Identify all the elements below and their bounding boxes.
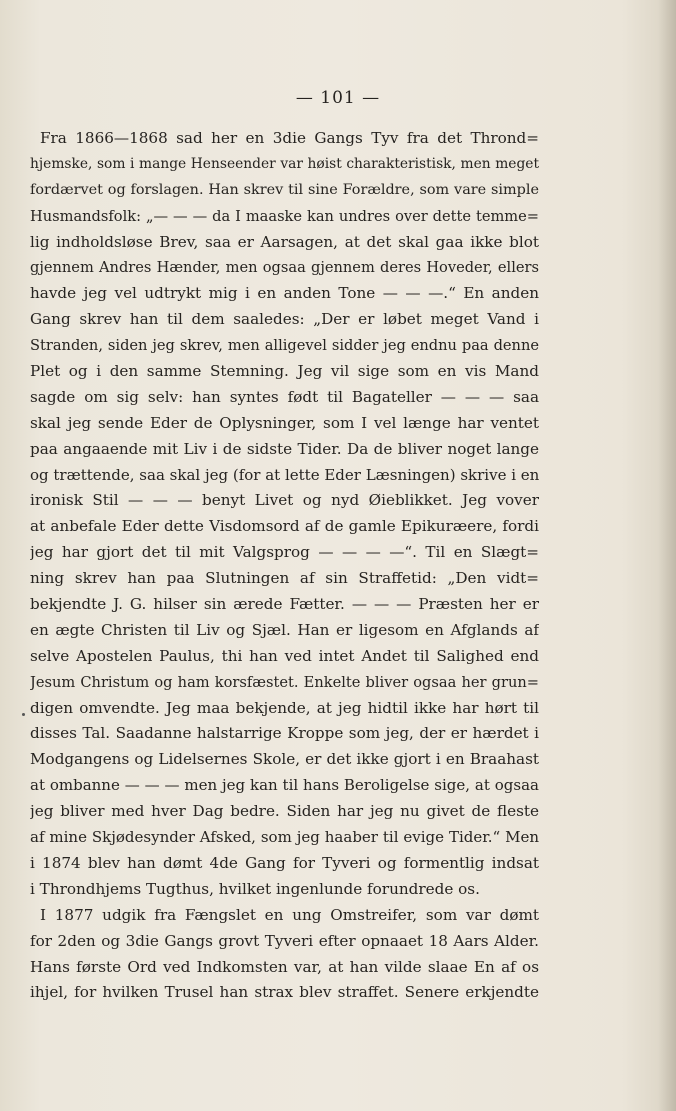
text-line: ning skrev han paa Slutningen af sin Straffetid: „Den vidt=	[30, 569, 539, 588]
text-line: I 1877 udgik fra Fængslet en ung Omstreifer, som var dømt	[40, 905, 539, 924]
text-line: i 1874 blev han dømt 4de Gang for Tyveri og formentlig indsat	[30, 853, 539, 872]
text-line: i Throndhjems Tugthus, hvilket ingenlunde forundrede os.	[30, 879, 480, 898]
text-line: fordærvet og forslagen. Han skrev til sine Forældre, som vare simple	[30, 181, 539, 198]
text-line: en ægte Christen til Liv og Sjæl. Han er ligesom en Afglands af	[30, 620, 539, 639]
text-line: jeg bliver med hver Dag bedre. Siden har jeg nu givet de fleste	[30, 802, 539, 821]
text-line: Modgangens og Lidelsernes Skole, er det ikke gjort i en Braahast	[30, 750, 539, 769]
text-line: Stranden, siden jeg skrev, men alligevel sidder jeg endnu paa denne	[30, 337, 539, 355]
margin-mark	[22, 713, 25, 716]
text-line: havde jeg vel udtrykt mig i en anden Tone — — —.“ En anden	[30, 284, 539, 303]
text-line: ihjel, for hvilken Trusel han strax blev straffet. Senere erkjendte	[30, 983, 539, 1002]
body-text	[30, 126, 539, 1006]
text-line: Fra 1866—1868 sad her en 3die Gangs Tyv fra det Thrond=	[40, 129, 539, 147]
text-line: Hans første Ord ved Indkomsten var, at han vilde slaae En af os	[30, 957, 539, 976]
text-line: disses Tal. Saadanne halstarrige Kroppe som jeg, der er hærdet i	[30, 724, 539, 743]
text-line: for 2den og 3die Gangs grovt Tyveri efter opnaaet 18 Aars Alder.	[30, 931, 539, 950]
text-line: hjemske, som i mange Henseender var høist charakteristisk, men meget	[30, 155, 539, 172]
text-line: Husmandsfolk: „— — — da I maaske kan undres over dette temme=	[30, 207, 539, 225]
text-line: gjennem Andres Hænder, men ogsaa gjennem deres Hoveder, ellers	[30, 259, 539, 277]
text-line: Plet og i den samme Stemning. Jeg vil sige som en vis Mand	[30, 362, 539, 381]
text-line: selve Apostelen Paulus, thi han ved intet Andet til Salighed end	[30, 646, 539, 665]
text-line: af mine Skjødesynder Afsked, som jeg haaber til evige Tider.“ Men	[30, 828, 539, 847]
page-number: — 101 —	[295, 88, 381, 108]
text-line: at ombanne — — — men jeg kan til hans Beroligelse sige, at ogsaa	[30, 776, 539, 795]
text-line: paa angaaende mit Liv i de sidste Tider. Da de bliver noget lange	[30, 439, 539, 458]
page-fold-shadow	[658, 0, 676, 1111]
text-line: jeg har gjort det til mit Valgsprog — — — —“. Til en Slægt=	[30, 543, 539, 562]
text-line: sagde om sig selv: han syntes født til Bagateller — — — saa	[30, 387, 539, 406]
text-line: ironisk Stil — — — benyt Livet og nyd Øieblikket. Jeg vover	[30, 491, 539, 510]
text-line: at anbefale Eder dette Visdomsord af de gamle Epikuræere, fordi	[30, 517, 539, 536]
text-line: bekjendte J. G. hilser sin ærede Fætter. — — — Præsten her er	[30, 595, 539, 614]
text-line: lig indholdsløse Brev, saa er Aarsagen, at det skal gaa ikke blot	[30, 232, 539, 251]
text-line: Jesum Christum og ham korsfæstet. Enkelte bliver ogsaa her grun=	[30, 673, 539, 691]
text-line: og trættende, saa skal jeg (for at lette Eder Læsningen) skrive i en	[30, 465, 539, 484]
text-line: Gang skrev han til dem saaledes: „Der er løbet meget Vand i	[30, 310, 539, 329]
text-line: skal jeg sende Eder de Oplysninger, som I vel længe har ventet	[30, 413, 539, 432]
text-line: digen omvendte. Jeg maa bekjende, at jeg hidtil ikke har hørt til	[30, 698, 539, 717]
